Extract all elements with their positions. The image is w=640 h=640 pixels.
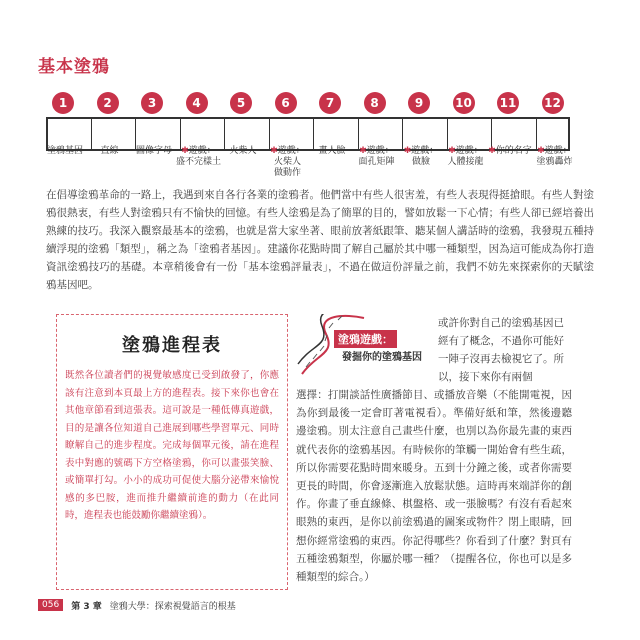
track-divider: [313, 119, 314, 149]
doodle-label-5: [220, 146, 266, 157]
doodle-label-text: 遊戲： 做臉: [411, 146, 439, 167]
progress-circle-12: 12: [542, 92, 564, 114]
doodle-label-text: 遊戲： 面孔矩陣: [358, 146, 395, 167]
track-divider: [135, 119, 136, 149]
intro-paragraph: 在倡導塗鴉革命的一路上，我遇到來自各行各業的塗鴉者。他們當中有些人很害羞，有些人表現得挺搶眼。有些人對塗鴉很熱衷，有些人對塗鴉只有不愉快的回憶。有些人塗鴉是為了簡單的目的，譬如放鬆一下心情；有些人卻已經培養出熟練的技巧。我深入觀察最基本的塗鴉，也就是當大家坐著、眼前放著紙跟筆、聽某個人講話時的塗鴉，我發現五種持續浮現的塗鴉「類型」，稱之為「塗鴉者基因」。建議你花點時間了解自己屬於其中哪一種類型，因為這可能成為你打造資訊塗鴉技巧的基礎。本章稍後會有一份「基本塗鴉評量表」，不過在做這份評量之前，我們不妨先來探索你的天賦塗鴉基因吧。: [46, 189, 594, 291]
progress-circle-7: 7: [319, 92, 341, 114]
doodle-label-text: 遊戲： 盛不完樣土: [175, 146, 221, 167]
doodle-label-text: 你的名字: [495, 146, 532, 156]
star-icon: ✱: [359, 146, 367, 156]
star-icon: ✱: [270, 146, 278, 156]
progress-circle-3: 3: [141, 92, 163, 114]
chapter-label: 第 3 章: [71, 601, 102, 612]
doodle-label-text: 畫人臉: [318, 146, 346, 156]
track-divider: [269, 119, 270, 149]
progress-box-text: 既然各位讀者們的視覺敏感度已受到啟發了，你應該有注意到本頁最上方的進程表。接下來你也會在其他章節看到這張表。這可說是一種低傳真遊戲，目的是讓各位知道自己進展到哪些學習單元、同時瞭解自己的進步程度。完成每個單元後，請在進程表中對應的號碼下方空格塗鴉，你可以畫張笑臉、或簡單打勾。小小的成功可促使大腦分泌帶來愉悅感的多巴胺，進而推升繼續前進的動力（在此同時，進程表也能鼓勵你繼續塗鴉）。: [65, 370, 279, 521]
progress-circle-6: 6: [275, 92, 297, 114]
doodle-label-text: 圖像字母: [135, 146, 172, 156]
doodle-label-3: [131, 146, 177, 157]
doodle-label-1: [42, 146, 88, 157]
doodle-game-section: [296, 314, 598, 584]
star-icon: ✱: [181, 146, 189, 156]
page-footer: [38, 598, 236, 612]
progress-circles: [44, 92, 564, 116]
track-divider: [491, 119, 492, 149]
doodle-label-text: 火柴人: [229, 146, 257, 156]
doodle-label-11: [487, 146, 533, 157]
progress-circle-8: 8: [364, 92, 386, 114]
track-divider: [402, 119, 403, 149]
doodle-label-2: [87, 146, 133, 157]
doodle-labels: [44, 146, 574, 182]
track-divider: [358, 119, 359, 149]
doodle-label-text: 遊戲： 塗鴉轟炸: [536, 146, 573, 167]
progress-circle-2: 2: [97, 92, 119, 114]
star-icon: ✱: [448, 146, 456, 156]
doodle-label-text: 塗鴉基因: [46, 146, 83, 156]
progress-circle-11: 11: [497, 92, 519, 114]
progress-circle-9: 9: [408, 92, 430, 114]
progress-circle-5: 5: [230, 92, 252, 114]
doodle-label-12: [532, 146, 578, 168]
doodle-label-text: 遊戲： 人體接龍: [447, 146, 484, 167]
doodle-label-9: [398, 146, 444, 168]
progress-circle-10: 10: [453, 92, 475, 114]
star-icon: ✱: [403, 146, 412, 156]
doodle-label-text: 遊戲： 火柴人 做動作: [273, 146, 305, 178]
star-icon: ✱: [488, 146, 496, 156]
track-divider: [536, 119, 537, 149]
progress-circle-4: 4: [186, 92, 208, 114]
doodle-label-10: [443, 146, 489, 168]
doodle-label-7: [309, 146, 355, 157]
track-divider: [224, 119, 225, 149]
chapter-title: 塗鴉大學：探索視覺語言的根基: [109, 601, 236, 612]
doodle-label-4: [176, 146, 222, 168]
game-intro-text: 或許你對自己的塗鴉基因已經有了概念，不過你可能好一陣子沒再去檢視它了。所以，接下來你有兩個: [438, 317, 564, 383]
track-divider: [91, 119, 92, 149]
page-number: 056: [38, 599, 63, 611]
game-title: 塗鴉遊戲：: [334, 330, 397, 348]
progress-box-title: 塗鴉進程表: [122, 335, 222, 356]
doodle-label-6: [265, 146, 311, 179]
game-subtitle: 發掘你的塗鴉基因: [342, 352, 422, 363]
track-divider: [447, 119, 448, 149]
doodle-label-8: [354, 146, 400, 168]
doodle-label-text: 直線: [100, 146, 119, 156]
track-divider: [180, 119, 181, 149]
star-icon: ✱: [537, 146, 545, 156]
progress-chart-box: [56, 314, 288, 590]
section-title: 基本塗鴉: [38, 57, 110, 77]
game-body-text: 選擇：打開談話性廣播節目、或播放音樂（不能開電視，因為你到最後一定會盯著電視看）。準備好紙和筆，然後邊聽邊塗鴉。別太注意自己畫些什麼，也別以為你最先畫的東西就代表你的塗鴉基因。有時候你的筆觸一開始會有些生疏，所以你需要花點時間來暖身。五到十分鐘之後，或者你需要更長的時間，你會逐漸進入放鬆狀態。這時再來端詳你的創作。你畫了垂直線條、棋盤格、或一張臉嗎？有沒有看起來眼熟的東西，是你以前塗鴉過的圖案或物件？閉上眼睛，回想你經常塗鴉的東西。你記得哪些？你看到了什麼？對頁有五種塗鴉類型，你屬於哪一種？（提醒各位，你也可以是多種類型的綜合。）: [296, 389, 572, 584]
progress-circle-1: 1: [52, 92, 74, 114]
